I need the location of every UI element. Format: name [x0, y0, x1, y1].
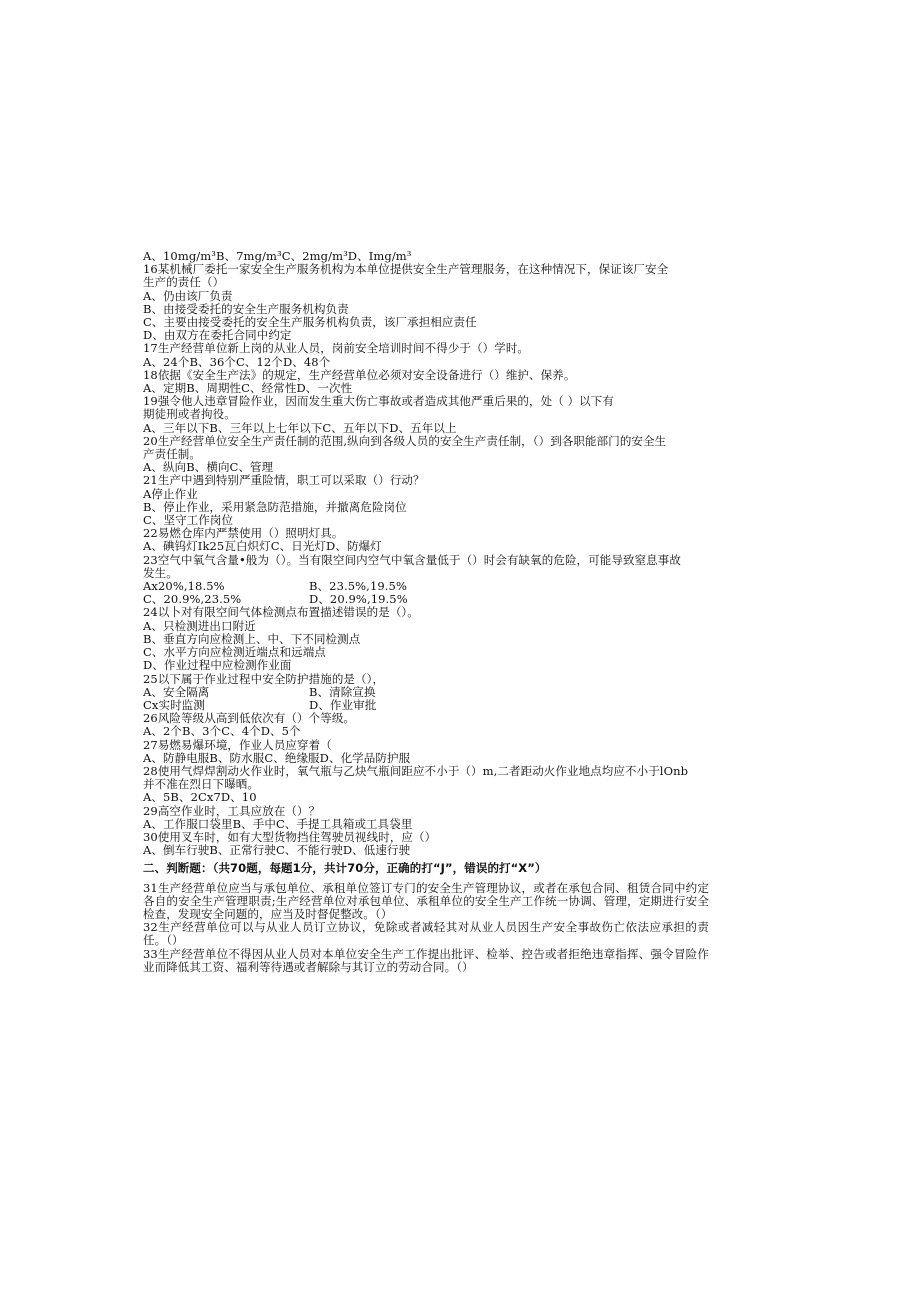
- option-row: [143, 686, 709, 699]
- text-line: 产责任制。: [143, 448, 201, 462]
- option-left: C、20.9%,23.5%: [143, 592, 242, 607]
- judgment-questions: [143, 882, 709, 974]
- text-line: A、24个B、36个C、12个D、48个: [143, 355, 331, 369]
- text-line: A、2个B、3个C、4个D、5个: [143, 725, 301, 739]
- text-line: 期徒刑或者拘役。: [143, 408, 236, 422]
- text-line: A、仍由该厂负责: [143, 289, 233, 303]
- option-row: [143, 593, 709, 606]
- q23-options: [143, 580, 709, 606]
- judgment-question: 33生产经营单位不得因从业人员对本单位安全生产工作提出批评、检举、控告或者拒绝违章指挥、强令冒险作业而降低其工资、福利等待遇或者解除与其订立的劳动合同。（）: [143, 946, 709, 974]
- text-line: 19强令他人违章冒险作业，因而发生重大伤亡事故或者造成其他严重后果的，处（ ）以下有: [143, 395, 614, 409]
- judgment-question: 31生产经营单位应当与承包单位、承租单位签订专门的安全生产管理协议，或者在承包合同、租赁合同中约定各自的安全生产管理职责;生产经营单位对承包单位、承租单位的安全生产工作统一协调、管理，定期进行安全检查，发现安全问题的，应当及时督促整改。（）: [143, 880, 709, 921]
- text-line: A、碘钨灯Ik25瓦白炽灯C、日光灯D、防爆灯: [143, 540, 382, 554]
- text-line: 并不准在烈日下曝晒。: [143, 778, 259, 792]
- text-line: 22易燃仓库内严禁使用（）照明灯具。: [143, 527, 344, 541]
- text-line: 生产的责任（）: [143, 276, 225, 290]
- text-line: A、定期B、周期性C、经常性D、一次性: [143, 382, 353, 396]
- text-line: A停止作业: [143, 487, 198, 501]
- text-line: A、防静电服B、防水服C、绝缘服D、化学品防护服: [143, 751, 411, 765]
- text-line: A、10mg/m³B、7mg/m³C、2mg/m³D、Img/m³: [143, 250, 412, 263]
- text-line: 25以下属于作业过程中安全防护措施的是（），: [143, 672, 385, 686]
- text-line: 27易燃易爆环境，作业人员应穿着（: [143, 738, 332, 752]
- text-line: 29高空作业时，工具应放在（）？: [143, 804, 321, 818]
- document-page: [143, 250, 709, 974]
- text-line: C、坚守工作岗位: [143, 514, 234, 528]
- option-right: B、23.5%,19.5%: [309, 579, 407, 594]
- judgment-question: 32生产经营单位可以与从业人员订立协议，免除或者减轻其对从业人员因生产安全事故伤亡依法应承担的责任。（）: [143, 920, 709, 948]
- question-block-24-25: [143, 606, 709, 685]
- option-right: B、清除宣换: [309, 684, 376, 699]
- option-right: D、作业审批: [309, 697, 377, 712]
- text-line: D、作业过程中应检测作业面: [143, 659, 292, 673]
- text-line: C、主要由接受委托的安全生产服务机构负责，该厂承担相应责任: [143, 316, 477, 330]
- text-line: D、由双方在委托合同中约定: [143, 329, 292, 343]
- option-row: [143, 699, 709, 712]
- text-line: A、只检测进出口附近: [143, 619, 256, 633]
- text-line: 16某机械厂委托一家安全生产服务机构为本单位提供安全生产管理服务，在这种情况下，保证该厂安全: [143, 263, 669, 277]
- text-line: 23空气中氧气含量•般为（）。当有限空间内空气中氧含量低于（）时会有缺氧的危险，可能导致窒息事故: [143, 553, 681, 567]
- question-block-15-23: [143, 250, 709, 580]
- text-line: 发生。: [143, 566, 178, 580]
- text-line: A、三年以下B、三年以上七年以下C、五年以下D、五年以上: [143, 421, 457, 435]
- text-line: 18依据《安全生产法》的规定，生产经营单位必须对安全设备进行（）维护、保养。: [143, 368, 576, 382]
- option-right: D、20.9%,19.5%: [309, 592, 408, 607]
- text-line: 17生产经营单位新上岗的从业人员，岗前安全培训时间不得少于（）学时。: [143, 342, 530, 356]
- text-line: 30使用叉车时，如有大型货物挡住驾驶员视线时，应（）: [143, 830, 437, 844]
- text-line: 21生产中遇到特别严重险情，职工可以采取（）行动？: [143, 474, 425, 488]
- option-left: Ax20%,18.5%: [143, 579, 225, 594]
- text-line: B、垂直方向应检测上、中、下不同检测点: [143, 632, 361, 646]
- text-line: A、5B、2Cx7D、10: [143, 791, 257, 805]
- option-left: A、安全隔离: [143, 684, 210, 699]
- option-left: Cx实时监测: [143, 697, 205, 712]
- text-line: 24以卜对有限空间气体检测点布置描述错误的是（）。: [143, 606, 419, 620]
- text-line: C、水平方向应检测近端点和远端点: [143, 646, 326, 660]
- text-line: B、停止作业，采用紧急防范措施，并撤离危险岗位: [143, 500, 407, 514]
- q25-options: [143, 686, 709, 712]
- question-block-26-30: [143, 712, 709, 857]
- text-line: B、由接受委托的安全生产服务机构负责: [143, 302, 349, 316]
- text-line: A、倒车行驶B、正常行驶C、不能行驶D、低速行驶: [143, 844, 411, 858]
- text-line: A、工作服口袋里B、手中C、手提工具箱或工具袋里: [143, 817, 413, 831]
- text-line: 26风险等级从高到低依次有（）个等级。: [143, 712, 356, 726]
- text-line: 28使用气焊焊割动火作业时，氧气瓶与乙炔气瓶间距应不小于（）m,二者距动火作业地点均应不小于lOnb: [143, 764, 689, 778]
- text-line: 20生产经营单位安全生产责任制的范围,纵向到各级人员的安全生产责任制，（）到各职能部门的安全生: [143, 434, 667, 448]
- text-line: A、纵向B、横向C、管理: [143, 461, 274, 475]
- section-heading-judgment: 二、判断题：（共70题，每题1分，共计70分，正确的打“J”，错误的打“X”）: [143, 861, 547, 876]
